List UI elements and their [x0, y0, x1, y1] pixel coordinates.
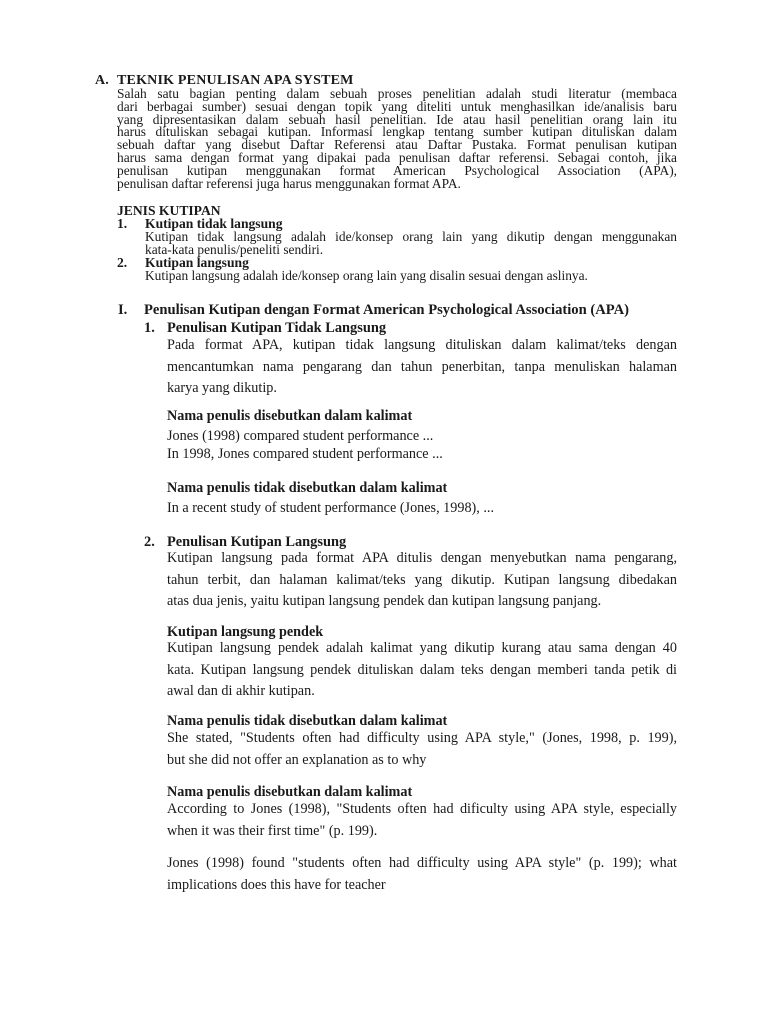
example-line: She stated, "Students often had difficulty using APA style," (Jones, 1998, p. 199),	[167, 730, 677, 746]
section-i-heading	[118, 302, 629, 319]
paragraph-line: mencantumkan nama pengarang dan tahun penerbitan, tanpa menuliskan halaman	[167, 358, 677, 375]
paragraph-line: kata-kata penulis/peneliti sendiri.	[145, 241, 324, 257]
section-i-title: Penulisan Kutipan dengan Format American Psychological Association (APA)	[144, 302, 629, 318]
example-paragraph	[167, 853, 677, 896]
example-line: In a recent study of student performance (Jones, 1998), ...	[167, 500, 494, 516]
jenis-item1-title: Kutipan tidak langsung	[145, 216, 283, 231]
example-line: In 1998, Jones compared student performance ...	[167, 446, 443, 462]
paragraph-line: Salah satu bagian penting dalam sebuah proses penelitian adalah studi literatur (membaca	[117, 86, 677, 101]
jenis-item1-number: 1.	[117, 216, 128, 231]
paragraph-line: yang dipresentasikan dalam sebuah hasil penelitian. Ide atau hasil penelitian orang lain itu	[117, 111, 677, 127]
example-paragraph	[167, 799, 677, 842]
section-a-marker: A.	[95, 73, 110, 88]
jenis-item2-number: 2.	[117, 255, 128, 270]
section-i-marker: I.	[118, 302, 128, 318]
subsection-1-paragraph	[167, 335, 677, 400]
paragraph-line: sebuah daftar yang disebut Daftar Referensi atau Daftar Pustaka. Format penulisan kutipan	[117, 137, 677, 153]
jenis-item1-text	[145, 231, 677, 257]
paragraph-line: penulisan kutipan menggunakan format American Psychological Association (APA),	[117, 162, 677, 178]
paragraph-line: penulisan daftar referensi juga harus menggunakan format APA.	[117, 175, 461, 191]
paragraph-line: harus dituliskan sebagai kutipan. Informasi lengkap tentang sumber kutipan dituliskan dalam	[117, 124, 677, 140]
short-quote-heading: Kutipan langsung pendek	[167, 624, 324, 640]
case-author-in-sentence-heading: Nama penulis disebutkan dalam kalimat	[167, 784, 413, 800]
paragraph-line: Kutipan langsung pada format APA ditulis dengan menyebutkan nama pengarang,	[167, 550, 677, 566]
subsection-2-number: 2.	[144, 534, 155, 550]
subsection-1-title: Penulisan Kutipan Tidak Langsung	[167, 320, 387, 336]
subsection-2-title: Penulisan Kutipan Langsung	[167, 534, 347, 550]
section-a-paragraph	[117, 88, 677, 190]
short-quote-paragraph	[167, 638, 677, 703]
paragraph-line: tahun terbit, dan halaman kalimat/teks yang dikutip. Kutipan langsung dibedakan	[167, 571, 677, 588]
subsection-2-paragraph	[167, 548, 677, 613]
paragraph-line: awal dan di akhir kutipan.	[167, 683, 315, 699]
paragraph-line: Kutipan tidak langsung adalah ide/konsep orang lain yang dikutip dengan menggunakan	[145, 229, 677, 244]
paragraph-line: karya yang dikutip.	[167, 380, 277, 396]
case-author-not-in-sentence-heading: Nama penulis tidak disebutkan dalam kalimat	[167, 713, 448, 729]
jenis-item2-title: Kutipan langsung	[145, 255, 249, 270]
section-a-title: TEKNIK PENULISAN APA SYSTEM	[117, 73, 354, 88]
example-line: Jones (1998) found "students often had difficulty using APA style" (p. 199); what	[167, 855, 677, 871]
paragraph-line: Pada format APA, kutipan tidak langsung dituliskan dalam kalimat/teks dengan	[167, 337, 677, 353]
paragraph-line: dari berbagai sumber) sesuai dengan topik yang diteliti untuk menghasilkan ide/analisis baru	[117, 98, 677, 114]
case-author-in-sentence-heading: Nama penulis disebutkan dalam kalimat	[167, 408, 413, 424]
example-paragraph	[167, 728, 677, 771]
example-line: implications does this have for teacher	[167, 876, 386, 893]
example-line: According to Jones (1998), "Students often had dificulty using APA style, especially	[167, 801, 677, 817]
example-line: Jones (1998) compared student performance ...	[167, 428, 434, 444]
jenis-item2-text: Kutipan langsung adalah ide/konsep orang lain yang disalin sesuai dengan aslinya.	[145, 268, 588, 283]
paragraph-line: Kutipan langsung pendek adalah kalimat yang dikutip kurang atau sama dengan 40	[167, 640, 677, 656]
paragraph-line: harus sama dengan format yang dipakai pada penulisan daftar referensi. Sebagai contoh, jika	[117, 149, 677, 165]
jenis-kutipan-heading: JENIS KUTIPAN	[117, 203, 221, 218]
paragraph-line: kata. Kutipan langsung pendek dituliskan dalam teks dengan memberi tanda petik di	[167, 661, 677, 678]
subsection-1-number: 1.	[144, 320, 155, 336]
example-line: when it was their first time" (p. 199).	[167, 822, 378, 839]
paragraph-line: atas dua jenis, yaitu kutipan langsung pendek dan kutipan langsung panjang.	[167, 593, 602, 609]
case-author-not-in-sentence-heading: Nama penulis tidak disebutkan dalam kalimat	[167, 480, 448, 496]
example-line: but she did not offer an explanation as to why	[167, 751, 427, 768]
